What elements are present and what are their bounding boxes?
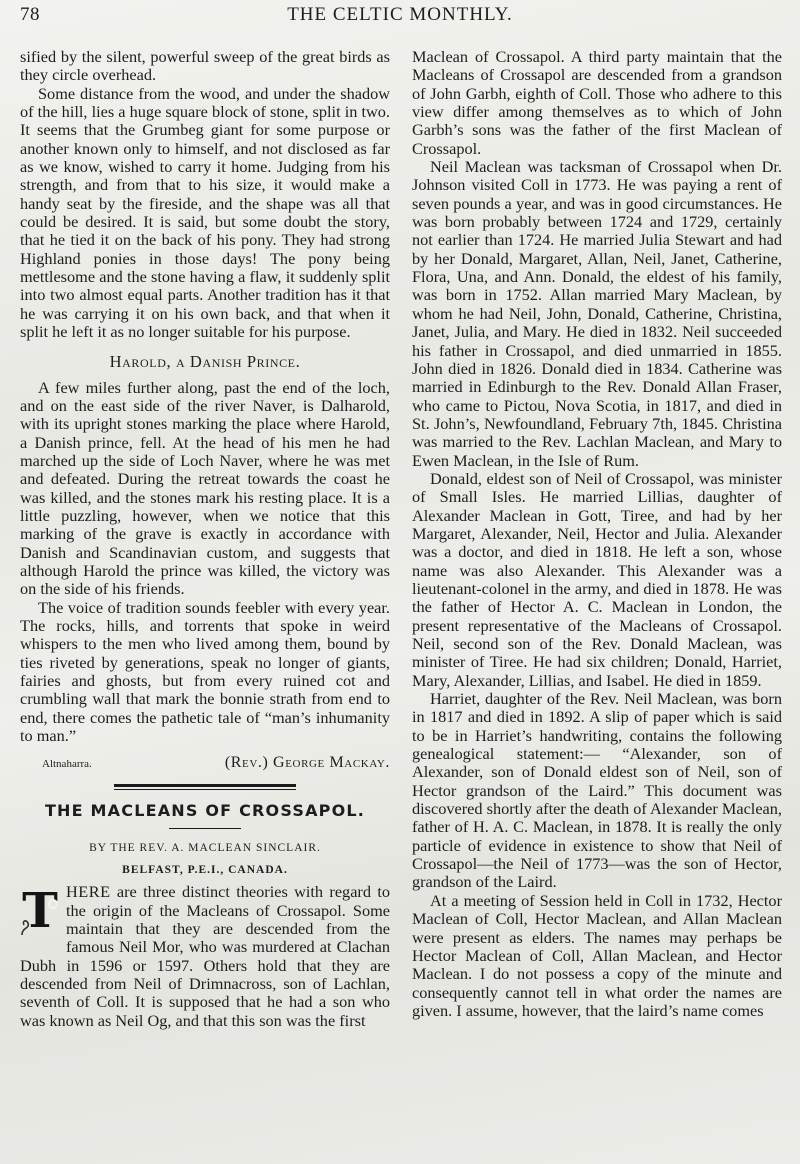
article-title: THE MACLEANS OF CROSSAPOL.: [44, 801, 366, 821]
paragraph: The voice of tradition sounds feebler with every year. The rocks, hills, and torrents that spoke in weird whispers to the men who lived among them, bound by ties riveted by generations, speak no longer of giants, fairies and ghosts, but from every ruined cot and crumbling wall that mark the bonnie strath from end to end, there comes the pathetic tale of “man’s inhumanity to man.”: [20, 597, 390, 746]
paragraph: At a meeting of Session held in Coll in 1732, Hector Maclean of Coll, Hector Maclean, and Allan Maclean were present as elders. The names may perhaps be Hector Maclean of Coll, Allan Maclean, and Hector Maclean. I do not possess a copy of the minute and consequently cannot tell in what order the names are given. I assume, however, that the laird’s name comes: [412, 890, 782, 1020]
right-column: [412, 48, 782, 1020]
flourish-icon: [20, 917, 36, 937]
publication-title: THE CELTIC MONTHLY.: [287, 4, 513, 25]
byline-place: BELFAST, P.E.I., CANADA.: [122, 864, 288, 877]
drop-cap-ornament: [20, 885, 60, 937]
opening-text: are three distinct theories with regard to the origin of the Macleans of Crossapol. Some maintain that they are descended from the famous Neil Mor, who was murdered at Clachan Dubh in 1596 or 1597. Others hold that they are descended from Neil of Drimnacross, son of Lachlan, seventh of Coll. It is supposed that he had a son who was known as Neil Og, and that this son was the first: [20, 882, 390, 1030]
signoff-author: (Rev.) George Mackay.: [224, 754, 390, 772]
paragraph: [20, 883, 390, 1030]
page-number: 78: [20, 4, 40, 25]
paragraph: Neil Maclean was tacksman of Crossapol when Dr. Johnson visited Coll in 1773. He was paying a rent of seven pounds a year, and was in good circumstances. He was born probably between 1724 and 1729, certainly not earlier than 1724. He married Julia Stewart and had by her Donald, Margaret, Allan, Neil, Janet, Catherine, Flora, Una, and Ann. Donald, the eldest of his family, was born in 1752. Allan married Mary Maclean, by whom he had Neil, John, Donald, Catherine, Christina, Janet, Julia, and Mary. He died in 1832. Neil succeeded his father in Crossapol, and died unmarried in 1855. John died in 1826. Donald died in 1834. Catherine was married in Edinburgh to the Rev. Donald Allan Fraser, who came to Pictou, Nova Scotia, in 1817, and died in St. John’s, Newfoundland, February 7th, 1845. Christina was married to the Rev. Lachlan Maclean, and Mary to Ewen Maclean, in the Isle of Rum.: [412, 157, 782, 470]
page-header: [20, 4, 780, 30]
opening-caps: HERE: [66, 882, 111, 902]
drop-cap-letter: T: [22, 885, 58, 938]
double-rule-divider: [114, 784, 296, 790]
paragraph: Harriet, daughter of the Rev. Neil Maclean, was born in 1817 and died in 1892. A slip of paper which is said to be in Harriet’s handwriting, contains the following genealogical statement:— “Alexander, son of Alexander, son of Donald eldest son of Neil, son of Hector grandson of the Laird.” This document was discovered shortly after the death of Alexander Maclean, father of H. A. C. Maclean, in 1878. It is really the only particle of evidence in existence to show that Neil of Crossapol—the Neil of 1773—was the son of Hector, grandson of the Laird.: [412, 689, 782, 892]
paragraph: A few miles further along, past the end of the loch, and on the east side of the river Naver, is Dalharold, with its upright stones marking the place where Harold, a Danish prince, fell. At the head of his men he had marched up the side of Loch Naver, where he was met and defeated. During the retreat towards the coast he was killed, and the stones mark his resting place. It is a little puzzling, however, when we notice that this marking of the grave is exactly in accordance with Danish and Scandinavian custom, and suggests that although Harold the prince was killed, the victory was on the side of his friends.: [20, 377, 390, 599]
left-column: [20, 48, 390, 1030]
signoff-place: Altnaharra.: [42, 758, 92, 771]
paragraph: Some distance from the wood, and under the shadow of the hill, lies a huge square block of stone, split in two. It seems that the Grumbeg giant for some purpose or another known only to himself, and not disclosed as far as we know, wished to carry it home. Judging from his strength, and from that to his size, it would make a handy seat by the fireside, and the shape was all that could be desired. It is said, but some doubt the story, that he tied it on the back of his pony. They had strong Highland ponies in those days! The pony being mettlesome and the stone having a flaw, it suddenly split into two almost equal parts. Another tradition has it that he was carrying it on his own back, and that when it split he left it as no longer suitable for his purpose.: [20, 83, 390, 342]
section-heading: Harold, a Danish Prince.: [109, 351, 301, 371]
paragraph: Donald, eldest son of Neil of Crossapol, was minister of Small Isles. He married Lillias, daughter of Alexander Maclean in Gott, Tiree, and had by her Margaret, Alexander, Neil, Hector and Julia. Alexander was a doctor, and died in 1818. He left a son, whose name was also Alexander. This Alexander was a lieutenant-colonel in the army, and died in 1878. He was the father of Hector A. C. Maclean in London, the present representative of the Macleans of Crossapol. Neil, second son of the Rev. Donald Maclean, was minister of Tiree. He had six children; Donald, Harriet, Mary, Alexander, Lillias, and Isabel. He died in 1859.: [412, 468, 782, 690]
paragraph: sified by the silent, powerful sweep of the great birds as they circle overhead.: [20, 47, 390, 85]
short-rule-divider: [169, 828, 241, 829]
byline: BY THE REV. A. MACLEAN SINCLAIR.: [89, 842, 321, 855]
opening-paragraph: [20, 883, 390, 1030]
signoff: [20, 753, 390, 774]
paragraph: Maclean of Crossapol. A third party maintain that the Macleans of Crossapol are descended from a grandson of John Garbh, eighth of Coll. Those who adhere to this view differ among themselves as to which of John Garbh’s sons was the father of the first Maclean of Crossapol.: [412, 47, 782, 158]
